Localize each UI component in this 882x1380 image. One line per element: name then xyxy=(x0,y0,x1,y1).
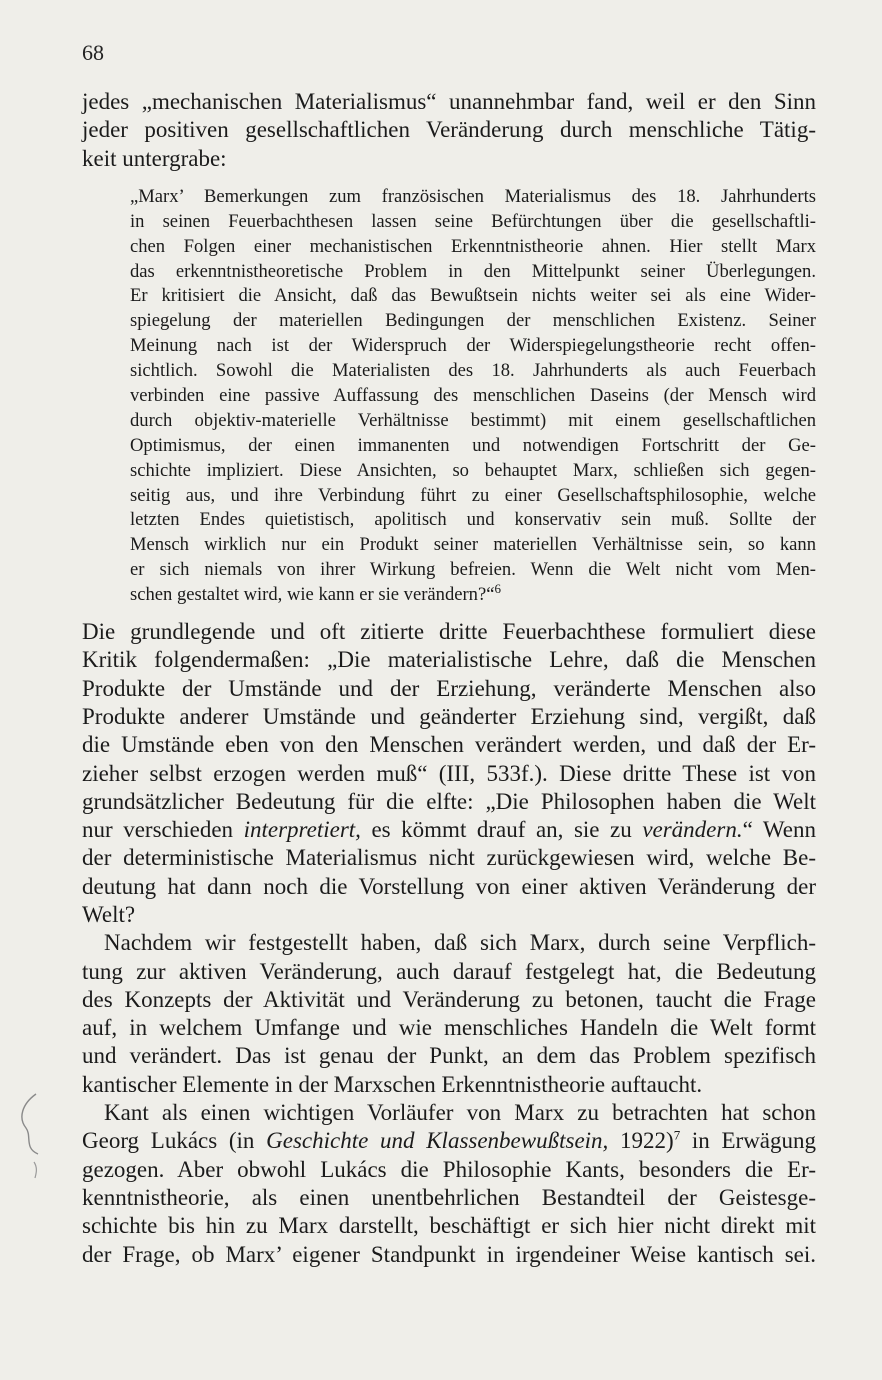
text-line: Nachdem wir festgestellt haben, daß sich Marx, durch seine Verpflich- xyxy=(104,930,816,956)
text-segment: nur verschieden xyxy=(82,817,244,843)
emphasis: verändern. xyxy=(642,817,743,843)
text-line: des Konzepts der Aktivität und Veränderung zu betonen, taucht die Frage xyxy=(82,986,816,1012)
quote-line: chen Folgen einer mechanistischen Erkenntnistheorie ahnen. Hier stellt Marx xyxy=(130,235,816,257)
text-line: jeder positiven gesellschaftlichen Veränderung durch menschliche Tätig- xyxy=(82,117,816,143)
text-line: Die grundlegende und oft zitierte dritte Feuerbachthese formuliert diese xyxy=(82,619,816,645)
text-line: zieher selbst erzogen werden muß“ (III, 533f.). Diese dritte These ist von xyxy=(82,760,816,786)
text-line: gezogen. Aber obwohl Lukács die Philosophie Kants, besonders die Er- xyxy=(82,1156,816,1182)
quote-line-text: schen gestaltet wird, wie kann er sie verändern?“ xyxy=(130,584,495,606)
quote-line: das erkenntnistheoretische Problem in den Mittelpunkt seiner Überlegungen. xyxy=(130,260,816,282)
quote-line: seitig aus, und ihre Verbindung führt zu einer Gesellschaftsphilosophie, welche xyxy=(130,484,816,506)
main-text xyxy=(82,88,816,1269)
text-line: Kant als einen wichtigen Vorläufer von Marx zu betrachten hat schon xyxy=(104,1100,816,1126)
quote-line: Optimismus, der einen immanenten und notwendigen Fortschritt der Ge- xyxy=(130,434,816,456)
text-line: Produkte anderer Umstände und geänderter Erziehung sind, vergißt, daß xyxy=(82,703,816,729)
quote-line: er sich niemals von ihrer Wirkung befreien. Wenn die Welt nicht vom Men- xyxy=(130,559,816,581)
text-line: und verändert. Das ist genau der Punkt, an dem das Problem spezifisch xyxy=(82,1043,816,1069)
book-title: Geschichte und Klassenbewußtsein, xyxy=(266,1128,609,1154)
pencil-margin-dot xyxy=(30,1160,42,1180)
text-line: jedes „mechanischen Materialismus“ unannehmbar fand, weil er den Sinn xyxy=(82,89,816,114)
footnote-ref: 7 xyxy=(673,1127,681,1143)
text-line: kantischer Elemente in der Marxschen Erkenntnistheorie auftaucht. xyxy=(82,1071,703,1097)
quote-line: Mensch wirklich nur ein Produkt seiner materiellen Verhältnisse sein, so kann xyxy=(130,534,816,556)
paragraph-feuerbach xyxy=(82,618,816,929)
text-line: grundsätzlicher Bedeutung für die elfte: „Die Philosophen haben die Welt xyxy=(82,788,816,814)
text-segment: Georg Lukács (in xyxy=(82,1128,267,1154)
quote-line: in seinen Feuerbachthesen lassen seine Befürchtungen über die gesellschaftli- xyxy=(130,210,816,232)
text-line: deutung hat dann noch die Vorstellung von einer aktiven Veränderung der xyxy=(82,873,816,899)
text-line: Welt? xyxy=(82,902,136,927)
paragraph-nachdem xyxy=(82,929,816,1099)
page-number: 68 xyxy=(82,40,104,65)
quote-line: sichtlich. Sowohl die Materialisten des 18. Jahrhunderts als auch Feuerbach xyxy=(130,360,816,382)
text-segment: “ Wenn xyxy=(742,817,817,843)
quote-line: Meinung nach ist der Widerspruch der Widerspiegelungstheorie recht offen- xyxy=(130,335,816,357)
text-line: der Frage, ob Marx’ eigener Standpunkt in irgendeiner Weise kantisch sei. xyxy=(82,1241,816,1267)
quote-line: schichte impliziert. Diese Ansichten, so behauptet Marx, schließen sich gegen- xyxy=(130,459,816,481)
text-line: auf, in welchem Umfange und wie menschliches Handeln die Welt formt xyxy=(82,1015,816,1041)
text-segment: es kömmt drauf an, sie zu xyxy=(360,817,643,843)
text-segment: 1922) xyxy=(608,1128,674,1154)
text-line: Produkte der Umstände und der Erziehung, veränderte Menschen also xyxy=(82,675,816,701)
block-quote xyxy=(130,185,816,608)
text-line-italic xyxy=(82,1127,816,1155)
quote-line: durch objektiv-materielle Verhältnisse bestimmt) mit einem gesellschaftlichen xyxy=(130,409,816,431)
text-line: schichte bis hin zu Marx darstellt, beschäftigt er sich hier nicht direkt mit xyxy=(82,1213,816,1239)
text-line: keit untergrabe: xyxy=(82,145,227,171)
text-line: der deterministische Materialismus nicht zurückgewiesen wird, welche Be- xyxy=(82,845,816,871)
footnote-ref: 6 xyxy=(494,580,501,596)
pencil-margin-mark xyxy=(14,1090,44,1160)
text-line: Kritik folgendermaßen: „Die materialistische Lehre, daß die Menschen xyxy=(82,647,816,673)
text-line: kenntnistheorie, als einen unentbehrlichen Bestandteil der Geistesge- xyxy=(82,1184,816,1210)
intro-paragraph xyxy=(82,88,816,173)
quote-line: spiegelung der materiellen Bedingungen der menschlichen Existenz. Seiner xyxy=(130,310,816,332)
quote-last-line xyxy=(130,580,816,608)
paragraph-kant xyxy=(82,1099,816,1269)
text-line: die Umstände eben von den Menschen verändert werden, und daß der Er- xyxy=(82,732,816,758)
quote-line: verbinden eine passive Auffassung des menschlichen Daseins (der Mensch wird xyxy=(130,385,816,407)
quote-line: Er kritisiert die Ansicht, daß das Bewußtsein nichts weiter sei als eine Wider- xyxy=(130,285,816,307)
quote-line: letzten Endes quietistisch, apolitisch und konservativ sein muß. Sollte der xyxy=(130,509,816,531)
text-line: tung zur aktiven Veränderung, auch darauf festgelegt hat, die Bedeutung xyxy=(82,958,816,984)
quote-line: „Marx’ Bemerkungen zum französischen Materialismus des 18. Jahrhunderts xyxy=(130,185,816,207)
text-line-italic xyxy=(82,816,816,844)
text-segment: in Erwägung xyxy=(680,1128,817,1154)
emphasis: interpretiert, xyxy=(243,817,361,843)
